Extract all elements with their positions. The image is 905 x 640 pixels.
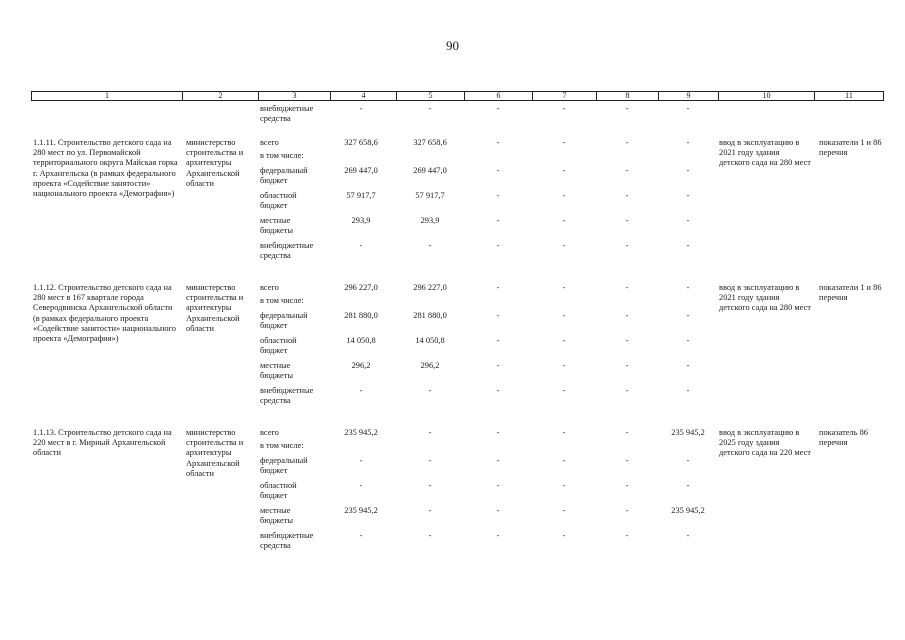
financing-row <box>31 336 883 358</box>
financing-source-label: всего <box>260 138 279 147</box>
financing-value: - <box>496 311 500 320</box>
financing-value: - <box>496 386 500 395</box>
financing-source-label: внебюджетные средства <box>260 386 314 406</box>
column-header-1: 1 <box>32 92 183 101</box>
financing-value: - <box>496 506 500 515</box>
financing-value: - <box>496 531 500 540</box>
financing-value: - <box>562 311 566 320</box>
financing-source-label: федеральный бюджет <box>260 166 308 186</box>
financing-value: - <box>686 456 690 465</box>
financing-value: - <box>625 506 629 515</box>
financing-row <box>31 166 883 188</box>
financing-value: - <box>562 138 566 147</box>
financing-row <box>31 531 883 553</box>
financing-source-label: внебюджетные средства <box>260 531 314 551</box>
financing-value: - <box>625 386 629 395</box>
column-header-6: 6 <box>465 92 533 101</box>
financing-value: - <box>359 531 363 540</box>
financing-value: 296,2 <box>420 361 440 370</box>
financing-value: - <box>496 216 500 225</box>
financing-value: - <box>562 104 566 113</box>
financing-value: - <box>625 481 629 490</box>
financing-value: - <box>359 241 363 250</box>
financing-value: 57 917,7 <box>415 191 445 200</box>
project-name: 1.1.11. Строительство детского сада на 280 мест по ул. Первомайской территориального округа Майская горка г. Архангельска (в рамках федерального проекта «Содействие занятости» национального проекта «Демография») <box>33 138 178 199</box>
financing-value: - <box>428 481 432 490</box>
column-header-4: 4 <box>331 92 397 101</box>
financing-value: - <box>625 138 629 147</box>
financing-value: - <box>428 241 432 250</box>
financing-value: 14 050,8 <box>415 336 445 345</box>
project-result: ввод в эксплуатацию в 2021 году здания детского сада на 280 мест <box>719 283 811 313</box>
financing-row <box>31 216 883 238</box>
financing-value: 296 227,0 <box>413 283 447 292</box>
financing-source-label: федеральный бюджет <box>260 456 308 476</box>
financing-value: - <box>359 481 363 490</box>
financing-value: - <box>562 191 566 200</box>
financing-value: - <box>625 104 629 113</box>
financing-value: 235 945,2 <box>344 506 378 515</box>
financing-row <box>31 386 883 408</box>
financing-source-label: в том числе: <box>260 296 304 305</box>
financing-source-label: местные бюджеты <box>260 506 294 526</box>
column-header-7: 7 <box>533 92 597 101</box>
financing-source-label: всего <box>260 428 279 437</box>
financing-value: - <box>496 361 500 370</box>
financing-row <box>31 104 883 126</box>
financing-value: - <box>562 336 566 345</box>
financing-value: - <box>496 336 500 345</box>
financing-row <box>31 506 883 528</box>
project-result: ввод в эксплуатацию в 2025 году здания детского сада на 220 мест <box>719 428 811 458</box>
financing-source-label: местные бюджеты <box>260 361 294 381</box>
financing-value: - <box>625 361 629 370</box>
column-header-10: 10 <box>719 92 815 101</box>
financing-value: - <box>428 531 432 540</box>
financing-value: 327 658,6 <box>413 138 447 147</box>
financing-value: - <box>686 361 690 370</box>
financing-row <box>31 361 883 383</box>
financing-source-label: внебюджетные средства <box>260 241 314 261</box>
financing-value: - <box>686 138 690 147</box>
financing-value: - <box>686 241 690 250</box>
financing-source-label: областной бюджет <box>260 336 297 356</box>
financing-value: - <box>562 506 566 515</box>
financing-value: - <box>686 531 690 540</box>
financing-value: - <box>562 361 566 370</box>
financing-value: - <box>496 456 500 465</box>
page-number: 90 <box>446 38 459 53</box>
financing-value: - <box>496 283 500 292</box>
financing-value: - <box>562 481 566 490</box>
financing-value: - <box>562 241 566 250</box>
financing-value: - <box>562 386 566 395</box>
financing-value: - <box>562 428 566 437</box>
financing-value: - <box>496 428 500 437</box>
financing-source-label: местные бюджеты <box>260 216 294 236</box>
financing-value: - <box>686 311 690 320</box>
financing-value: - <box>686 104 690 113</box>
financing-value: - <box>428 386 432 395</box>
financing-value: - <box>686 166 690 175</box>
project-indicator: показатели 1 и 86 перечня <box>819 138 882 158</box>
financing-value: - <box>625 191 629 200</box>
financing-value: - <box>428 456 432 465</box>
financing-source-label: в том числе: <box>260 441 304 450</box>
financing-value: - <box>625 531 629 540</box>
financing-value: - <box>496 241 500 250</box>
financing-value: - <box>428 428 432 437</box>
column-header-9: 9 <box>659 92 719 101</box>
financing-value: - <box>428 506 432 515</box>
financing-row <box>31 311 883 333</box>
financing-value: 293,9 <box>420 216 440 225</box>
financing-value: 293,9 <box>351 216 371 225</box>
project-executor: министерство строительства и архитектуры Архангельской области <box>186 138 244 188</box>
financing-value: 281 880,0 <box>344 311 378 320</box>
financing-value: - <box>496 138 500 147</box>
project-name: 1.1.13. Строительство детского сада на 220 мест в г. Мирный Архангельской области <box>33 428 172 458</box>
project-indicator: показатель 86 перечня <box>819 428 868 448</box>
column-header-3: 3 <box>259 92 331 101</box>
financing-value: - <box>686 191 690 200</box>
project-executor: министерство строительства и архитектуры Архангельской области <box>186 283 244 333</box>
financing-value: 296,2 <box>351 361 371 370</box>
project-result: ввод в эксплуатацию в 2021 году здания детского сада на 280 мест <box>719 138 811 168</box>
financing-value: - <box>686 283 690 292</box>
financing-source-label: областной бюджет <box>260 191 297 211</box>
financing-source-label: федеральный бюджет <box>260 311 308 331</box>
column-header-row <box>32 92 884 101</box>
financing-value: 269 447,0 <box>344 166 378 175</box>
project-executor: министерство строительства и архитектуры Архангельской области <box>186 428 244 478</box>
financing-value: - <box>562 166 566 175</box>
financing-value: - <box>562 216 566 225</box>
financing-value: - <box>625 241 629 250</box>
financing-value: 269 447,0 <box>413 166 447 175</box>
financing-row <box>31 191 883 213</box>
financing-value: - <box>625 311 629 320</box>
financing-value: - <box>686 481 690 490</box>
financing-value: - <box>359 104 363 113</box>
project-indicator: показатели 1 и 86 перечня <box>819 283 882 303</box>
financing-value: - <box>625 336 629 345</box>
financing-value: - <box>625 428 629 437</box>
column-header-table <box>31 91 884 101</box>
financing-value: - <box>625 456 629 465</box>
financing-value: - <box>625 283 629 292</box>
financing-value: - <box>562 283 566 292</box>
project-name: 1.1.12. Строительство детского сада на 280 мест в 167 квартале города Северодвинска Архангельской области (в рамках федерального проекта «Содействие занятости» национального проекта «Демография») <box>33 283 176 344</box>
column-header-2: 2 <box>183 92 259 101</box>
financing-value: - <box>686 336 690 345</box>
financing-value: - <box>686 386 690 395</box>
financing-row <box>31 481 883 503</box>
financing-value: - <box>686 216 690 225</box>
financing-value: 57 917,7 <box>346 191 376 200</box>
column-header-11: 11 <box>815 92 884 101</box>
financing-value: - <box>496 481 500 490</box>
financing-source-label: областной бюджет <box>260 481 297 501</box>
financing-value: - <box>496 104 500 113</box>
financing-value: - <box>625 166 629 175</box>
financing-value: - <box>496 166 500 175</box>
financing-value: 327 658,6 <box>344 138 378 147</box>
financing-row <box>31 241 883 263</box>
financing-value: 235 945,2 <box>671 506 705 515</box>
column-header-5: 5 <box>397 92 465 101</box>
financing-value: - <box>428 104 432 113</box>
financing-source-label: всего <box>260 283 279 292</box>
financing-source-label: внебюджетные средства <box>260 104 314 124</box>
financing-value: 281 880,0 <box>413 311 447 320</box>
financing-value: - <box>625 216 629 225</box>
financing-value: 235 945,2 <box>671 428 705 437</box>
financing-source-label: в том числе: <box>260 151 304 160</box>
financing-value: - <box>359 386 363 395</box>
financing-value: 14 050,8 <box>346 336 376 345</box>
financing-value: - <box>496 191 500 200</box>
financing-row <box>31 456 883 478</box>
financing-value: - <box>359 456 363 465</box>
column-header-8: 8 <box>597 92 659 101</box>
financing-value: 235 945,2 <box>344 428 378 437</box>
financing-value: 296 227,0 <box>344 283 378 292</box>
financing-value: - <box>562 531 566 540</box>
financing-value: - <box>562 456 566 465</box>
